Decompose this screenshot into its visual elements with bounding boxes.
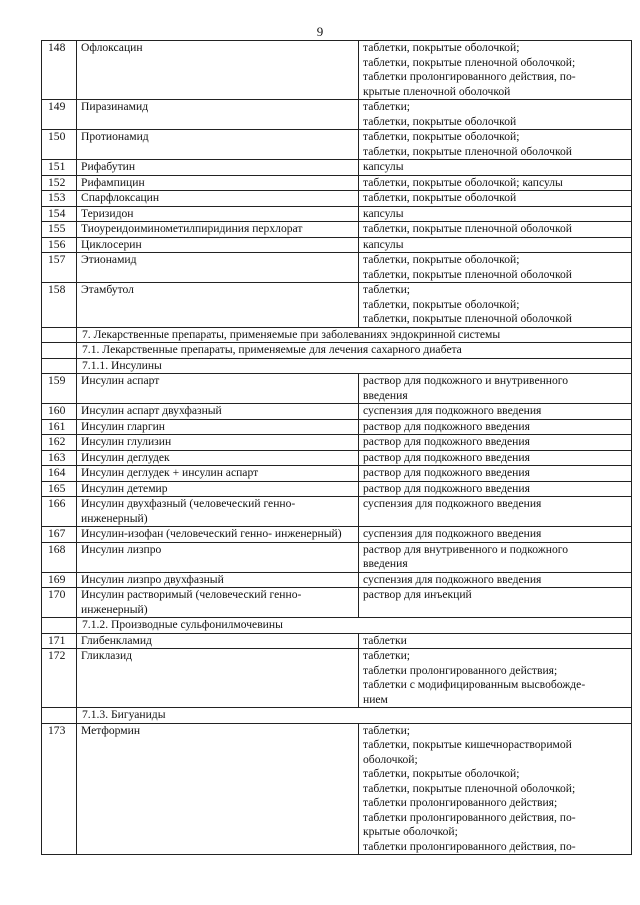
dosage-form-line: капсулы xyxy=(363,237,404,251)
dosage-form-line: таблетки; xyxy=(363,649,411,662)
row-number: 161 xyxy=(42,419,77,435)
table-row xyxy=(42,481,632,497)
dosage-forms xyxy=(359,404,632,420)
dosage-form-line: таблетки; xyxy=(363,100,411,113)
drug-name: Инсулин аспарт xyxy=(77,374,359,404)
dosage-forms xyxy=(359,283,632,328)
drug-name: Рифабутин xyxy=(77,160,359,176)
dosage-form-line: таблетки пролонгированного действия, по- xyxy=(363,810,576,824)
dosage-form-line: таблетки, покрытые пленочной оболочкой; xyxy=(363,781,576,795)
row-number: 148 xyxy=(42,41,77,100)
table-row xyxy=(42,466,632,482)
dosage-form-line: раствор для инъекций xyxy=(363,588,472,601)
row-number: 168 xyxy=(42,542,77,572)
table-row xyxy=(42,206,632,222)
empty-cell xyxy=(42,708,77,724)
dosage-forms xyxy=(359,191,632,207)
empty-cell xyxy=(42,618,77,634)
dosage-form-line: раствор для подкожного введения xyxy=(363,481,530,495)
dosage-forms xyxy=(359,542,632,572)
drug-name: Этионамид xyxy=(77,253,359,283)
row-number: 163 xyxy=(42,450,77,466)
empty-cell xyxy=(42,358,77,374)
dosage-forms xyxy=(359,649,632,708)
row-number: 169 xyxy=(42,572,77,588)
table-row xyxy=(42,527,632,543)
dosage-form-line: таблетки, покрытые оболочкой xyxy=(363,114,517,128)
drug-name: Гликлазид xyxy=(77,649,359,708)
table-row xyxy=(42,450,632,466)
dosage-form-line: раствор для внутривенного и подкожного xyxy=(363,542,569,556)
table-row xyxy=(42,497,632,527)
table-row xyxy=(42,723,632,855)
drug-name: Инсулин лизпро xyxy=(77,542,359,572)
dosage-form-line: таблетки пролонгированного действия, по- xyxy=(363,839,576,853)
dosage-form-line: капсулы xyxy=(363,206,404,220)
row-number: 157 xyxy=(42,253,77,283)
dosage-form-line: раствор для подкожного введения xyxy=(363,450,530,464)
dosage-forms xyxy=(359,206,632,222)
drug-name: Офлоксацин xyxy=(77,41,359,100)
table-row xyxy=(42,633,632,649)
dosage-form-line: таблетки; xyxy=(363,283,411,296)
table-row xyxy=(42,253,632,283)
dosage-form-line: таблетки, покрытые оболочкой; xyxy=(363,253,520,266)
dosage-forms xyxy=(359,41,632,100)
row-number: 149 xyxy=(42,100,77,130)
dosage-forms xyxy=(359,481,632,497)
dosage-form-line: капсулы xyxy=(363,160,404,173)
dosage-forms xyxy=(359,237,632,253)
drug-name: Инсулин двухфазный (человеческий генно- инженерный) xyxy=(77,497,359,527)
row-number: 152 xyxy=(42,175,77,191)
dosage-form-line: таблетки, покрытые оболочкой; xyxy=(363,767,520,780)
dosage-form-line: таблетки пролонгированного действия, по- xyxy=(363,70,576,83)
empty-cell xyxy=(42,343,77,359)
dosage-form-line: таблетки, покрытые пленочной оболочкой xyxy=(363,312,572,325)
row-number: 158 xyxy=(42,283,77,328)
section-row xyxy=(42,358,632,374)
drug-table xyxy=(41,40,632,855)
row-number: 162 xyxy=(42,435,77,451)
table-row xyxy=(42,435,632,451)
dosage-form-line: таблетки, покрытые оболочкой xyxy=(363,191,517,204)
table-row xyxy=(42,237,632,253)
row-number: 165 xyxy=(42,481,77,497)
drug-name: Циклосерин xyxy=(77,237,359,253)
drug-name: Инсулин деглудек + инсулин аспарт xyxy=(77,466,359,482)
dosage-forms xyxy=(359,466,632,482)
dosage-forms xyxy=(359,100,632,130)
dosage-form-line: крытые оболочкой; xyxy=(363,825,458,838)
dosage-form-line: таблетки, покрытые пленочной оболочкой xyxy=(363,267,572,281)
row-number: 151 xyxy=(42,160,77,176)
row-number: 166 xyxy=(42,497,77,527)
row-number: 156 xyxy=(42,237,77,253)
row-number: 160 xyxy=(42,404,77,420)
section-row xyxy=(42,708,632,724)
table-row xyxy=(42,41,632,100)
drug-name: Глибенкламид xyxy=(77,633,359,649)
drug-name: Инсулин растворимый (человеческий генно- инженерный) xyxy=(77,588,359,618)
row-number: 159 xyxy=(42,374,77,404)
drug-name: Инсулин аспарт двухфазный xyxy=(77,404,359,420)
dosage-forms xyxy=(359,253,632,283)
dosage-forms xyxy=(359,222,632,238)
drug-name: Этамбутол xyxy=(77,283,359,328)
row-number: 164 xyxy=(42,466,77,482)
table-row xyxy=(42,374,632,404)
drug-name: Теризидон xyxy=(77,206,359,222)
dosage-form-line: таблетки, покрытые оболочкой; xyxy=(363,130,520,143)
dosage-forms xyxy=(359,130,632,160)
dosage-form-line: введения xyxy=(363,388,408,402)
dosage-form-line: введения xyxy=(363,557,408,570)
row-number: 173 xyxy=(42,723,77,855)
section-row xyxy=(42,618,632,634)
dosage-form-line: таблетки пролонгированного действия; xyxy=(363,796,558,809)
row-number: 154 xyxy=(42,206,77,222)
dosage-forms xyxy=(359,633,632,649)
row-number: 150 xyxy=(42,130,77,160)
drug-name: Инсулин лизпро двухфазный xyxy=(77,572,359,588)
dosage-form-line: суспензия для подкожного введения xyxy=(363,572,542,586)
dosage-forms xyxy=(359,419,632,435)
dosage-forms xyxy=(359,160,632,176)
table-row xyxy=(42,191,632,207)
drug-name: Тиоуреидоиминометилпиридиния перхлорат xyxy=(77,222,359,238)
table-row xyxy=(42,175,632,191)
dosage-form-line: крытые пленочной оболочкой xyxy=(363,84,511,98)
table-row xyxy=(42,160,632,176)
row-number: 155 xyxy=(42,222,77,238)
table-row xyxy=(42,222,632,238)
dosage-form-line: таблетки, покрытые пленочной оболочкой; xyxy=(363,55,576,69)
section-heading: 7. Лекарственные препараты, применяемые при заболеваниях эндокринной системы xyxy=(77,327,632,343)
table-row xyxy=(42,100,632,130)
table-row xyxy=(42,542,632,572)
dosage-forms xyxy=(359,435,632,451)
dosage-form-line: суспензия для подкожного введения xyxy=(363,497,542,510)
drug-name: Инсулин-изофан (человеческий генно- инженерный) xyxy=(77,527,359,543)
dosage-forms xyxy=(359,497,632,527)
empty-cell xyxy=(42,327,77,343)
dosage-form-line: таблетки xyxy=(363,633,407,647)
row-number: 167 xyxy=(42,527,77,543)
dosage-form-line: раствор для подкожного и внутривенного xyxy=(363,374,569,387)
dosage-form-line: оболочкой; xyxy=(363,752,418,766)
dosage-forms xyxy=(359,175,632,191)
drug-name: Метформин xyxy=(77,723,359,855)
dosage-form-line: таблетки, покрытые пленочной оболочкой xyxy=(363,144,572,158)
dosage-forms xyxy=(359,527,632,543)
page-number: 9 xyxy=(316,24,324,39)
dosage-form-line: раствор для подкожного введения xyxy=(363,435,530,448)
dosage-forms xyxy=(359,572,632,588)
dosage-forms xyxy=(359,374,632,404)
drug-name: Инсулин глулизин xyxy=(77,435,359,451)
dosage-forms xyxy=(359,723,632,855)
row-number: 153 xyxy=(42,191,77,207)
table-row xyxy=(42,404,632,420)
dosage-form-line: таблетки, покрытые пленочной оболочкой xyxy=(363,222,572,235)
drug-name: Протионамид xyxy=(77,130,359,160)
drug-name: Рифампицин xyxy=(77,175,359,191)
row-number: 172 xyxy=(42,649,77,708)
drug-name: Инсулин гларгин xyxy=(77,419,359,435)
dosage-forms xyxy=(359,450,632,466)
dosage-form-line: таблетки; xyxy=(363,723,411,737)
row-number: 171 xyxy=(42,633,77,649)
dosage-form-line: таблетки, покрытые оболочкой; капсулы xyxy=(363,175,563,189)
dosage-forms xyxy=(359,588,632,618)
dosage-form-line: раствор для подкожного введения xyxy=(363,466,530,479)
section-heading: 7.1.3. Бигуаниды xyxy=(77,708,632,724)
section-heading: 7.1. Лекарственные препараты, применяемые для лечения сахарного диабета xyxy=(77,343,632,359)
section-heading: 7.1.2. Производные сульфонилмочевины xyxy=(77,618,632,634)
drug-name: Спарфлоксацин xyxy=(77,191,359,207)
table-row xyxy=(42,572,632,588)
dosage-form-line: таблетки с модифицированным высвобожде- xyxy=(363,678,586,691)
dosage-form-line: таблетки, покрытые оболочкой; xyxy=(363,41,520,54)
table-row xyxy=(42,649,632,708)
dosage-form-line: суспензия для подкожного введения xyxy=(363,527,542,540)
section-row xyxy=(42,327,632,343)
dosage-form-line: нием xyxy=(363,692,388,706)
drug-name: Инсулин детемир xyxy=(77,481,359,497)
drug-name: Инсулин деглудек xyxy=(77,450,359,466)
dosage-form-line: раствор для подкожного введения xyxy=(363,419,530,433)
drug-name: Пиразинамид xyxy=(77,100,359,130)
table-row xyxy=(42,588,632,618)
section-row xyxy=(42,343,632,359)
dosage-form-line: таблетки, покрытые кишечнорастворимой xyxy=(363,738,572,751)
table-row xyxy=(42,419,632,435)
table-row xyxy=(42,283,632,328)
dosage-form-line: таблетки пролонгированного действия; xyxy=(363,663,558,677)
dosage-form-line: суспензия для подкожного введения xyxy=(363,404,542,417)
section-heading: 7.1.1. Инсулины xyxy=(77,358,632,374)
row-number: 170 xyxy=(42,588,77,618)
dosage-form-line: таблетки, покрытые оболочкой; xyxy=(363,297,520,311)
table-row xyxy=(42,130,632,160)
